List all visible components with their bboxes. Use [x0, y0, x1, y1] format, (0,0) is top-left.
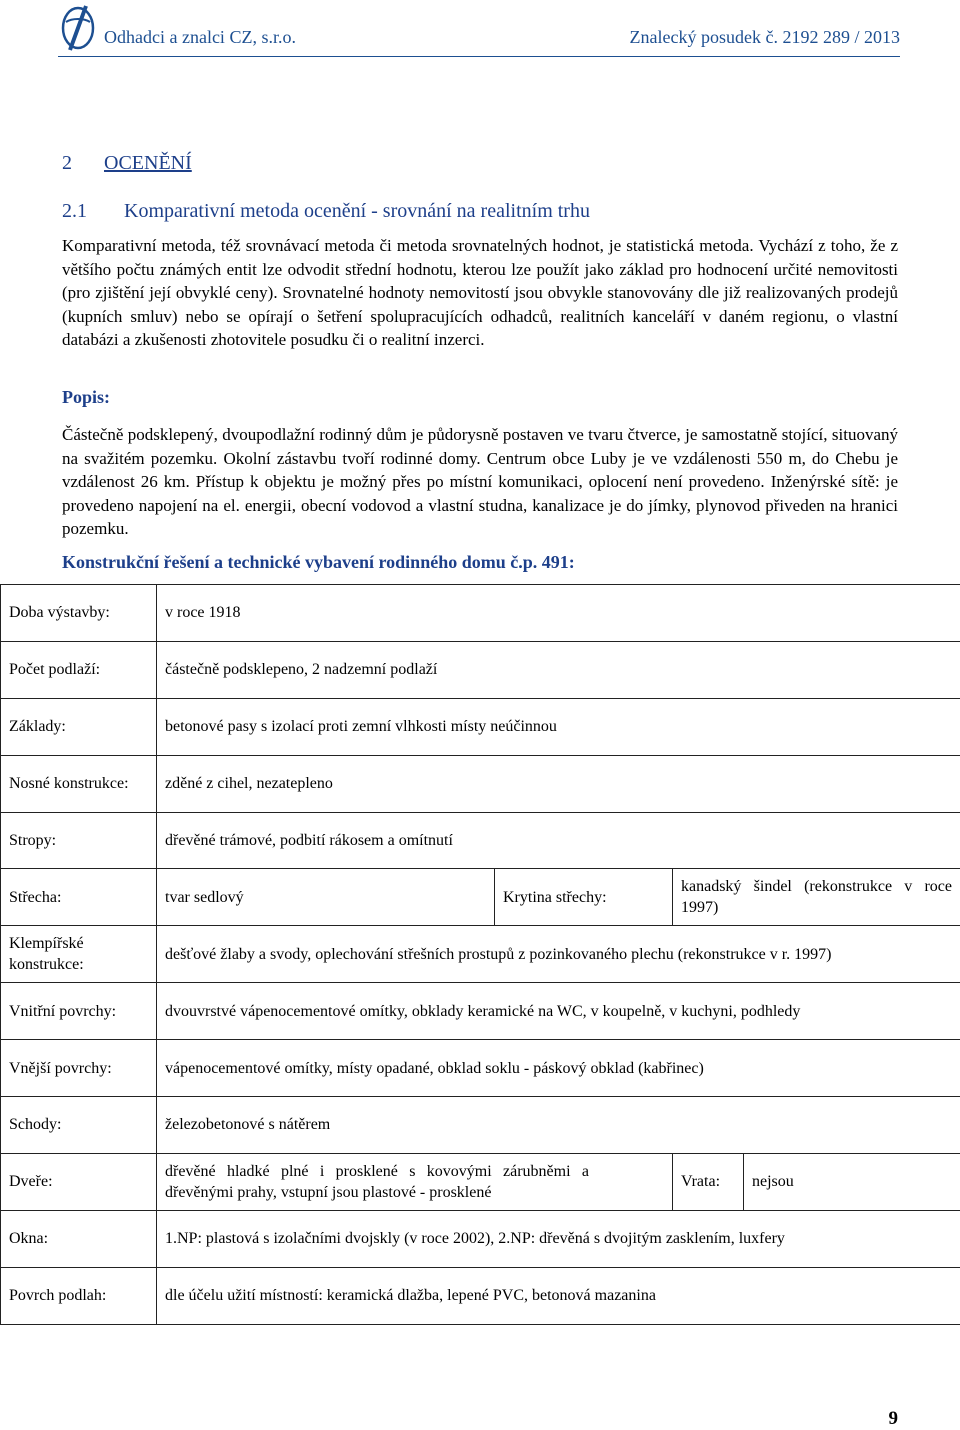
table-row [1, 1097, 960, 1154]
page-number: 9 [888, 1408, 898, 1429]
company-logo-icon [58, 4, 102, 52]
table-row [1, 1153, 960, 1210]
table-value: dvouvrstvé vápenocementové omítky, obklady keramické na WC, v koupelně, v kuchyni, podhledy [157, 983, 960, 1040]
table-value: betonové pasy s izolací proti zemní vlhkosti místy neúčinnou [157, 698, 960, 755]
table-value: kanadský šindel (rekonstrukce v roce 1997) [673, 869, 960, 926]
report-number: Znalecký posudek č. 2192 289 / 2013 [629, 27, 900, 47]
vrata-split [673, 1154, 960, 1210]
section-number: 2 [62, 152, 72, 174]
dvere-text: dřevěné hladké plné i prosklené s kovovými zárubněmi a dřevěnými prahy, vstupní jsou plastové - prosklené [165, 1162, 589, 1201]
table-label: Počet podlaží: [1, 641, 157, 698]
table-label: Okna: [1, 1210, 157, 1267]
subsection-title: Komparativní metoda ocenění - srovnání na realitním trhu [124, 200, 590, 222]
table-value: dřevěné trámové, podbití rákosem a omítnutí [157, 812, 960, 869]
table-row [1, 1040, 960, 1097]
table-row [1, 869, 960, 926]
table-label: Vnitřní povrchy: [1, 983, 157, 1040]
table-row [1, 585, 960, 642]
header-divider [58, 56, 900, 57]
table-value: tvar sedlový [157, 869, 495, 926]
section-title: OCENĚNÍ [104, 152, 192, 174]
table-row [1, 1210, 960, 1267]
popis-paragraph: Částečně podsklepený, dvoupodlažní rodinný dům je půdorysně postaven ve tvaru čtverce, je samostatně stojící, situovaný na svažitém pozemku. Okolní zástavbu tvoří rodinné domy. Centrum obce Luby je ve vzdálenosti 550 m, do Chebu je vzdálenost 26 km. Přístup k objektu je možný přes po místní komunikaci, oplocení není provedeno. Inženýrské sítě: je provedeno napojení na el. energii, obecní vodovod a vlastní studna, kanalizace je do jímky, plynovod přiveden na hranici pozemku. [62, 425, 898, 538]
table-value: dle účelu užití místností: keramická dlažba, lepené PVC, betonová mazanina [157, 1267, 960, 1324]
table-value: železobetonové s nátěrem [157, 1097, 960, 1154]
construction-table [0, 584, 960, 1325]
table-label: Dveře: [1, 1153, 157, 1210]
table-row [1, 641, 960, 698]
table-value: 1.NP: plastová s izolačními dvojskly (v roce 2002), 2.NP: dřevěná s dvojitým zasklením, luxfery [157, 1210, 960, 1267]
table-value: dešťové žlaby a svody, oplechování střešních prostupů z pozinkovaného plechu (rekonstrukce v r. 1997) [157, 926, 960, 983]
table-row [1, 1267, 960, 1324]
table-row [1, 698, 960, 755]
intro-paragraph: Komparativní metoda, též srovnávací metoda či metoda srovnatelných hodnot, je statistická metoda. Vychází z toho, že z většího počtu známých entit lze odvodit střední hodnotu, kterou lze použít jako základ pro hodnocení určité nemovitosti (pro zjištění její obvyklé ceny). Srovnatelné hodnoty nemovitostí jsou obvykle stanovovány dle již realizovaných prodejů (kupních smluv) nebo se opírají o šetření spolupracujících odhadců, realitních kanceláří v daném regionu, o vlastní databázi a zkušenosti zhotovitele posudku či o realitní inzerci. [62, 236, 898, 349]
table-label: Střecha: [1, 869, 157, 926]
table-row [1, 812, 960, 869]
vrata-label: Vrata: [673, 1154, 745, 1210]
table-value: zděné z cihel, nezatepleno [157, 755, 960, 812]
table-row [1, 983, 960, 1040]
table-row [1, 926, 960, 983]
table-label: Vnější povrchy: [1, 1040, 157, 1097]
table-label: Nosné konstrukce: [1, 755, 157, 812]
table-label: Povrch podlah: [1, 1267, 157, 1324]
table-value: vápenocementové omítky, místy opadané, obklad soklu - páskový obklad (kabřinec) [157, 1040, 960, 1097]
table-row [1, 755, 960, 812]
vrata-value: nejsou [752, 1173, 794, 1191]
company-name: Odhadci a znalci CZ, s.r.o. [104, 27, 296, 47]
subsection-number: 2.1 [62, 200, 87, 222]
construction-heading: Konstrukční řešení a technické vybavení rodinného domu č.p. 491: [62, 552, 575, 572]
table-label: Stropy: [1, 812, 157, 869]
table-label: Krytina střechy: [495, 869, 673, 926]
subsection-heading [62, 200, 590, 223]
table-value: částečně podsklepeno, 2 nadzemní podlaží [157, 641, 960, 698]
table-value [157, 1153, 673, 1210]
table-label: Základy: [1, 698, 157, 755]
section-heading [62, 152, 192, 175]
table-label: Klempířské konstrukce: [1, 926, 157, 983]
page-header [0, 0, 960, 62]
table-label: Schody: [1, 1097, 157, 1154]
popis-label: Popis: [62, 387, 111, 407]
table-value: v roce 1918 [157, 585, 960, 642]
table-label: Doba výstavby: [1, 585, 157, 642]
vrata-cell [673, 1153, 960, 1210]
